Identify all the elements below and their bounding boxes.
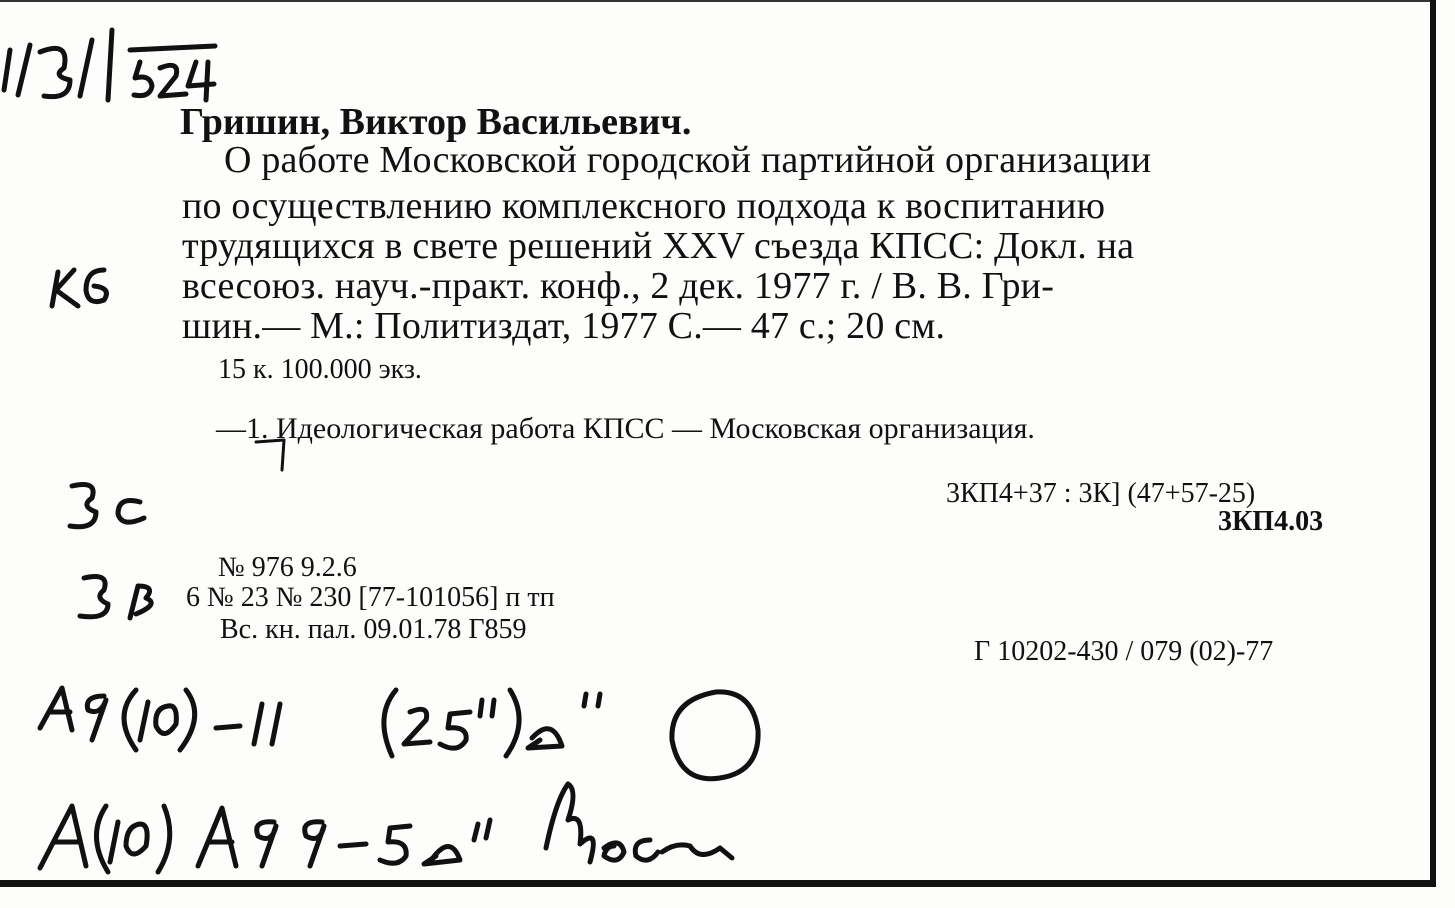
title-line: по осуществлению комплексного подхода к воспитанию xyxy=(182,185,1106,227)
subject-dash: — xyxy=(216,412,246,445)
classification-index-short: 3КП4.03 xyxy=(1218,506,1324,537)
classification-index: 3КП4+37 : 3К] (47+57-25) xyxy=(946,478,1256,509)
registration-line: 6 № 23 № 230 [77-101056] п тп xyxy=(186,582,555,613)
price-and-print-run: 15 к. 100.000 экз. xyxy=(218,354,422,385)
author-heading: Гришин, Виктор Васильевич. xyxy=(180,101,692,143)
title-line: всесоюз. науч.-практ. конф., 2 дек. 1977 г. / В. В. Гри- xyxy=(182,265,1055,307)
title-line: О работе Московской городской партийной организации xyxy=(224,139,1152,181)
title-line: шин.— М.: Политиздат, 1977 С.— 47 с.; 20 см. xyxy=(182,305,946,347)
subject-text: 1. Идеологическая работа КПСС — Московская организация. xyxy=(246,412,1035,445)
registration-line: № 976 9.2.6 xyxy=(218,552,357,583)
registration-line: Вс. кн. пал. 09.01.78 Г859 xyxy=(220,614,527,645)
title-line: трудящихся в свете решений XXV съезда КПСС: Докл. на xyxy=(182,225,1135,267)
publisher-code: Г 10202-430 / 079 (02)-77 xyxy=(974,636,1274,667)
